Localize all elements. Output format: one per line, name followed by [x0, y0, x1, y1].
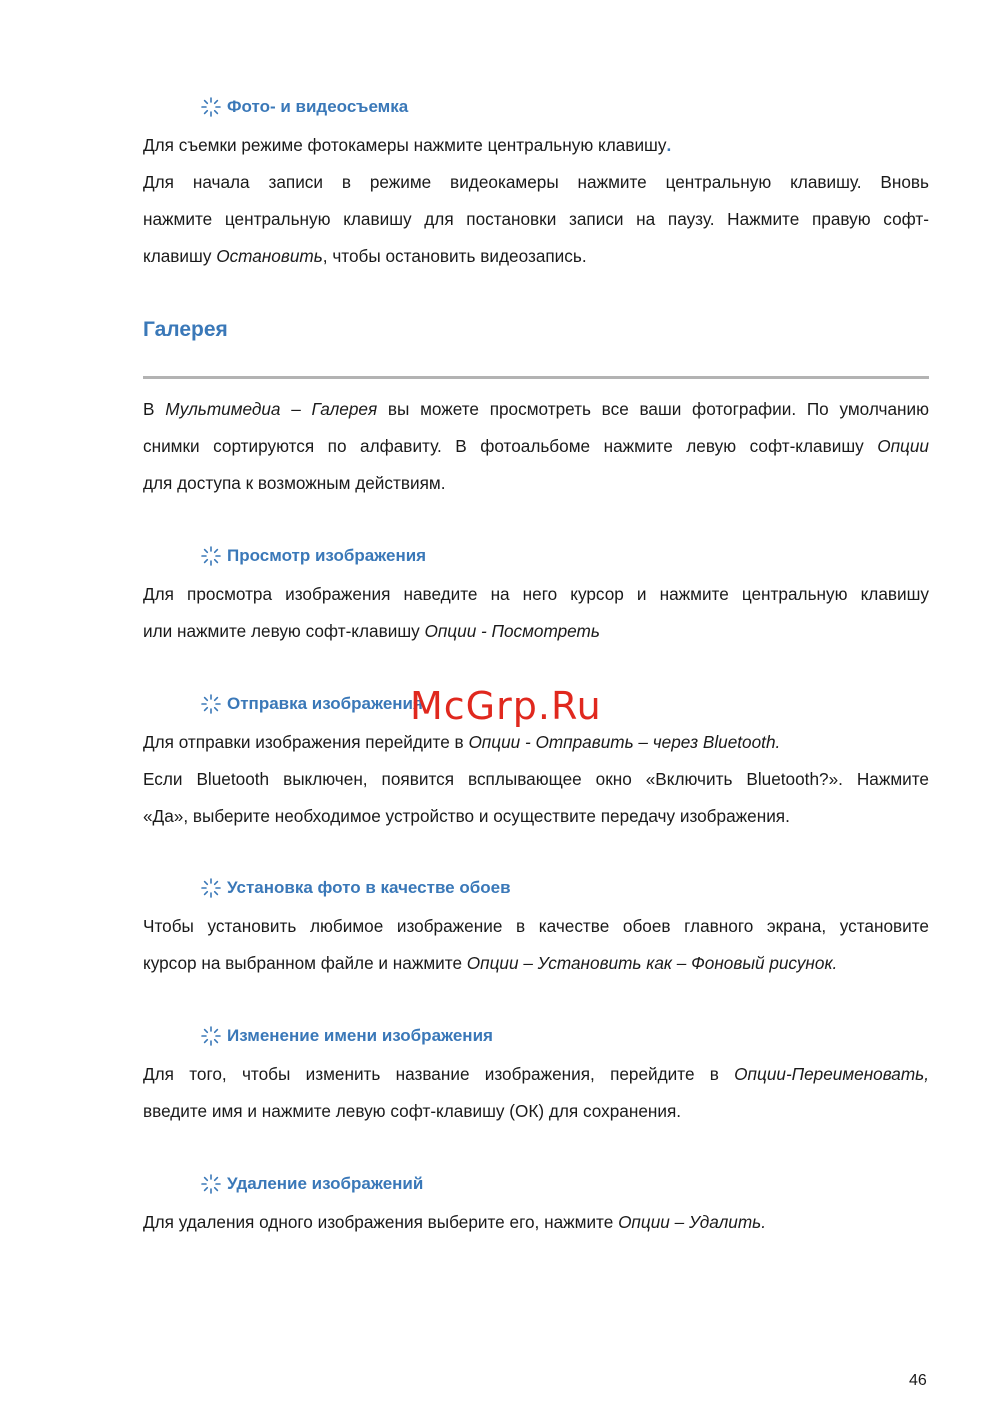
- subheading-delete: [200, 1173, 423, 1195]
- subheading-view: [200, 545, 426, 567]
- text-dot: .: [666, 135, 672, 155]
- text-span: курсор на выбранном файле и нажмите: [143, 953, 467, 973]
- text-italic: Остановить: [216, 246, 323, 266]
- sparkle-bullet-icon: [200, 693, 222, 715]
- subheading-text: Просмотр изображения: [227, 546, 427, 565]
- section-title-gallery: Галерея: [143, 318, 228, 341]
- text-span: клавишу: [143, 246, 217, 266]
- subheading-send: [200, 693, 423, 715]
- text-span: Для отправки изображения перейдите в: [143, 732, 469, 752]
- text-italic: Опции – Удалить.: [618, 1212, 766, 1232]
- subheading-wallpaper: [200, 877, 511, 899]
- text-line: Для начала записи в режиме видеокамеры нажмите центральную клавишу. Вновь: [143, 172, 929, 192]
- section-divider: [143, 376, 929, 379]
- text-italic: Опции: [877, 436, 929, 456]
- paragraph-wallpaper: [143, 908, 929, 982]
- text-italic: Мультимедиа: [165, 399, 281, 419]
- sparkle-bullet-icon: [200, 1025, 222, 1047]
- text-line: Если Bluetooth выключен, появится всплывающее окно «Включить Bluetooth?». Нажмите: [143, 769, 929, 789]
- subheading-photo-video: [200, 96, 408, 118]
- subheading-text: Удаление изображений: [227, 1174, 424, 1193]
- paragraph-delete: [143, 1204, 929, 1241]
- subheading-text: Установка фото в качестве обоев: [227, 878, 511, 897]
- sparkle-bullet-icon: [200, 545, 222, 567]
- text-line: Для съемки режиме фотокамеры нажмите центральную клавишу: [143, 135, 667, 155]
- page-number: 46: [909, 1372, 927, 1389]
- text-italic: Опции - Отправить – через Bluetooth.: [468, 732, 781, 752]
- paragraph-rename: [143, 1056, 929, 1130]
- paragraph-photo-video: [143, 127, 929, 275]
- text-span: , чтобы остановить видеозапись.: [322, 246, 587, 266]
- text-span: снимки сортируются по алфавиту. В фотоальбоме нажмите левую софт-клавишу: [143, 436, 878, 456]
- text-line: «Да», выберите необходимое устройство и осуществите передачу изображения.: [143, 806, 790, 826]
- sparkle-bullet-icon: [200, 1173, 222, 1195]
- text-italic: Опции-Переименовать,: [734, 1064, 929, 1084]
- subheading-text: Отправка изображения: [227, 694, 423, 713]
- text-span: –: [280, 399, 312, 419]
- watermark: McGrp.Ru: [410, 684, 602, 728]
- text-span: или нажмите левую софт-клавишу: [143, 621, 425, 641]
- text-line: Для просмотра изображения наведите на него курсор и нажмите центральную клавишу: [143, 584, 929, 604]
- text-line: введите имя и нажмите левую софт-клавишу (ОК) для сохранения.: [143, 1101, 682, 1121]
- sparkle-bullet-icon: [200, 877, 222, 899]
- subheading-text: Фото- и видеосъемка: [227, 97, 409, 116]
- text-italic: Галерея: [311, 399, 378, 419]
- text-line: для доступа к возможным действиям.: [143, 473, 446, 493]
- text-span: Для удаления одного изображения выберите его, нажмите: [143, 1212, 619, 1232]
- text-line: нажмите центральную клавишу для постановки записи на паузу. Нажмите правую софт-: [143, 209, 929, 229]
- text-italic: Опции - Посмотреть: [424, 621, 600, 641]
- sparkle-bullet-icon: [200, 96, 222, 118]
- text-line: Чтобы установить любимое изображение в качестве обоев главного экрана, установите: [143, 916, 929, 936]
- paragraph-gallery: [143, 391, 929, 502]
- text-italic: Опции – Установить как – Фоновый рисунок.: [466, 953, 838, 973]
- subheading-rename: [200, 1025, 493, 1047]
- paragraph-view: [143, 576, 929, 650]
- text-span: Для того, чтобы изменить название изображения, перейдите в: [143, 1064, 735, 1084]
- paragraph-send: [143, 724, 929, 835]
- text-span: вы можете просмотреть все ваши фотографии. По умолчанию: [377, 399, 930, 419]
- subheading-text: Изменение имени изображения: [227, 1026, 493, 1045]
- text-span: В: [143, 399, 166, 419]
